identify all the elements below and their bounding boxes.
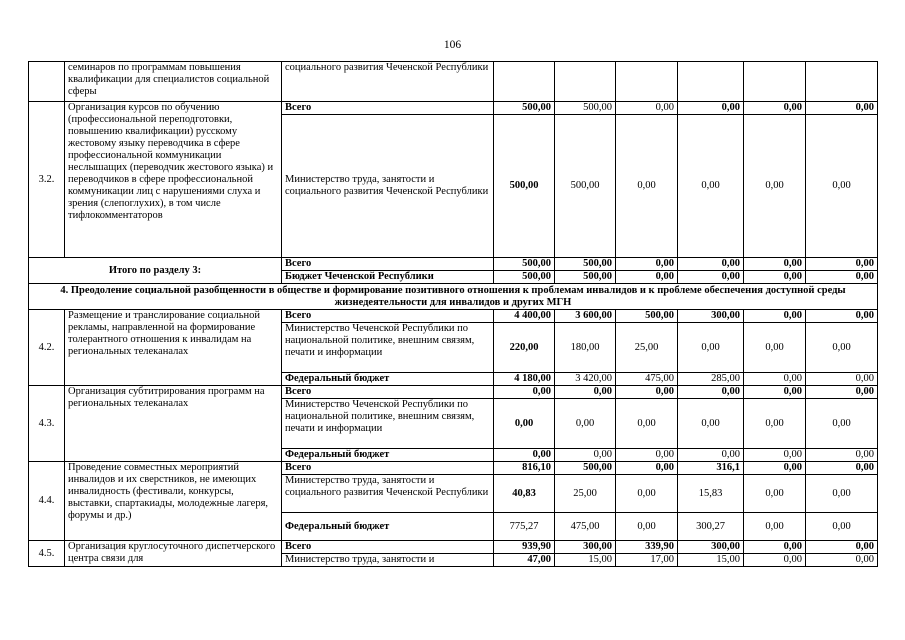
value-cell: 0,00 [744,271,806,284]
value-cell: 0,00 [616,462,678,475]
funding-source: Всего [282,258,494,271]
value-cell: 0,00 [744,475,806,513]
section-heading: 4. Преодоление социальной разобщенности в обществе и формирование позитивного отношения к проблемам инвалидов и к проблеме обеспечения доступной среды жизнедеятельности для инвалидов и других МГН [29,284,878,310]
row-number: 3.2. [29,102,65,258]
value-cell: 500,00 [616,310,678,323]
table-row [29,541,878,554]
activity-description: Проведение совместных мероприятий инвалидов и их сверстников, не имеющих инвалидность (фестивали, конкурсы, выставки, спартакиады, молодежные лагеря, форумы и др.) [65,462,282,541]
table-row [29,258,878,271]
funding-source: Бюджет Чеченской Республики [282,271,494,284]
page-number: 106 [443,39,462,51]
value-cell: 0,00 [616,115,678,258]
row-number: 4.5. [29,541,65,567]
table-row [29,102,878,115]
value-cell: 40,83 [494,475,555,513]
budget-table [28,61,878,567]
value-cell: 475,00 [555,513,616,541]
value-cell: 500,00 [494,271,555,284]
funding-source: Министерство Чеченской Республики по национальной политике, внешним связям, печати и информации [282,399,494,449]
value-cell: 500,00 [494,258,555,271]
table-row [29,284,878,310]
value-cell: 0,00 [616,102,678,115]
funding-source: Всего [282,310,494,323]
value-cell: 0,00 [806,258,878,271]
value-cell: 0,00 [616,449,678,462]
value-cell: 0,00 [744,115,806,258]
value-cell: 0,00 [806,386,878,399]
value-cell: 15,00 [678,554,744,567]
activity-description: Организация субтитрирования программ на региональных телеканалах [65,386,282,462]
value-cell: 0,00 [744,449,806,462]
value-cell: 0,00 [806,310,878,323]
value-cell: 0,00 [806,462,878,475]
value-cell: 0,00 [678,115,744,258]
value-cell: 25,00 [616,323,678,373]
value-cell: 775,27 [494,513,555,541]
value-cell: 0,00 [494,449,555,462]
value-cell: 0,00 [806,541,878,554]
value-cell: 285,00 [678,373,744,386]
value-cell: 0,00 [806,323,878,373]
row-number: 4.3. [29,386,65,462]
value-cell: 0,00 [494,399,555,449]
funding-source: Всего [282,102,494,115]
value-cell: 17,00 [616,554,678,567]
table-row [29,462,878,475]
value-cell: 15,00 [555,554,616,567]
value-cell: 0,00 [744,323,806,373]
value-cell: 316,1 [678,462,744,475]
funding-source: социального развития Чеченской Республики [282,62,494,102]
value-cell: 15,83 [678,475,744,513]
funding-source: Министерство Чеченской Республики по национальной политике, внешним связям, печати и информации [282,323,494,373]
value-cell: 0,00 [806,554,878,567]
value-cell: 0,00 [806,475,878,513]
value-cell: 0,00 [494,386,555,399]
value-cell: 0,00 [616,271,678,284]
value-cell: 0,00 [806,271,878,284]
value-cell: 0,00 [616,513,678,541]
value-cell: 0,00 [744,541,806,554]
value-cell: 500,00 [494,102,555,115]
row-number: 4.2. [29,310,65,386]
value-cell: 816,10 [494,462,555,475]
funding-source: Всего [282,462,494,475]
value-cell: 180,00 [555,323,616,373]
value-cell: 0,00 [744,462,806,475]
value-cell: 300,00 [678,310,744,323]
activity-description: Организация курсов по обучению (профессиональной переподготовки, повышению квалификации) русскому жестовому языку переводчика в сфере профессиональной коммуникации неслышащих (переводчик жестового языка) и переводчиков в сфере профессиональной коммуникации лиц с нарушениями слуха и зрения (слепоглухих), в том числе тифлокомментаторов [65,102,282,258]
value-cell: 4 180,00 [494,373,555,386]
value-cell: 0,00 [806,399,878,449]
value-cell: 0,00 [678,386,744,399]
value-cell: 0,00 [744,258,806,271]
table-row [29,62,878,102]
value-cell: 3 420,00 [555,373,616,386]
value-cell: 0,00 [744,513,806,541]
value-cell: 0,00 [616,475,678,513]
value-cell: 0,00 [744,373,806,386]
table-row [29,386,878,399]
value-cell: 0,00 [806,115,878,258]
value-cell: 0,00 [555,386,616,399]
table-row [29,310,878,323]
value-cell: 47,00 [494,554,555,567]
value-cell: 500,00 [555,258,616,271]
value-cell: 4 400,00 [494,310,555,323]
activity-description: семинаров по программам повышения квалификации для специалистов социальной сферы [65,62,282,102]
value-cell: 300,00 [555,541,616,554]
funding-source: Федеральный бюджет [282,373,494,386]
funding-source: Федеральный бюджет [282,513,494,541]
value-cell: 0,00 [744,554,806,567]
value-cell: 500,00 [555,271,616,284]
value-cell: 500,00 [555,102,616,115]
row-number: 4.4. [29,462,65,541]
value-cell: 500,00 [555,115,616,258]
value-cell: 939,90 [494,541,555,554]
value-cell: 0,00 [806,449,878,462]
value-cell: 0,00 [678,258,744,271]
value-cell: 25,00 [555,475,616,513]
value-cell: 0,00 [744,102,806,115]
value-cell: 0,00 [806,373,878,386]
value-cell: 0,00 [806,513,878,541]
value-cell: 0,00 [555,399,616,449]
value-cell: 0,00 [616,399,678,449]
value-cell: 0,00 [678,102,744,115]
value-cell: 220,00 [494,323,555,373]
value-cell: 0,00 [744,386,806,399]
value-cell: 300,27 [678,513,744,541]
activity-description: Организация круглосуточного диспетчерского центра связи для [65,541,282,567]
value-cell: 0,00 [744,310,806,323]
value-cell: 0,00 [678,449,744,462]
value-cell: 300,00 [678,541,744,554]
value-cell: 0,00 [806,102,878,115]
funding-source: Всего [282,541,494,554]
section-total-label: Итого по разделу 3: [29,258,282,284]
value-cell: 0,00 [744,399,806,449]
value-cell: 0,00 [678,399,744,449]
funding-source: Федеральный бюджет [282,449,494,462]
value-cell: 475,00 [616,373,678,386]
funding-source: Министерство труда, занятости и [282,554,494,567]
value-cell: 0,00 [616,386,678,399]
value-cell: 0,00 [678,271,744,284]
value-cell: 339,90 [616,541,678,554]
value-cell: 500,00 [494,115,555,258]
funding-source: Министерство труда, занятости и социального развития Чеченской Республики [282,475,494,513]
activity-description: Размещение и транслирование социальной рекламы, направленной на формирование толерантного отношения к инвалидам на региональных телеканалах [65,310,282,386]
value-cell: 0,00 [555,449,616,462]
value-cell: 0,00 [616,258,678,271]
value-cell: 3 600,00 [555,310,616,323]
funding-source: Всего [282,386,494,399]
value-cell: 500,00 [555,462,616,475]
funding-source: Министерство труда, занятости и социального развития Чеченской Республики [282,115,494,258]
value-cell: 0,00 [678,323,744,373]
